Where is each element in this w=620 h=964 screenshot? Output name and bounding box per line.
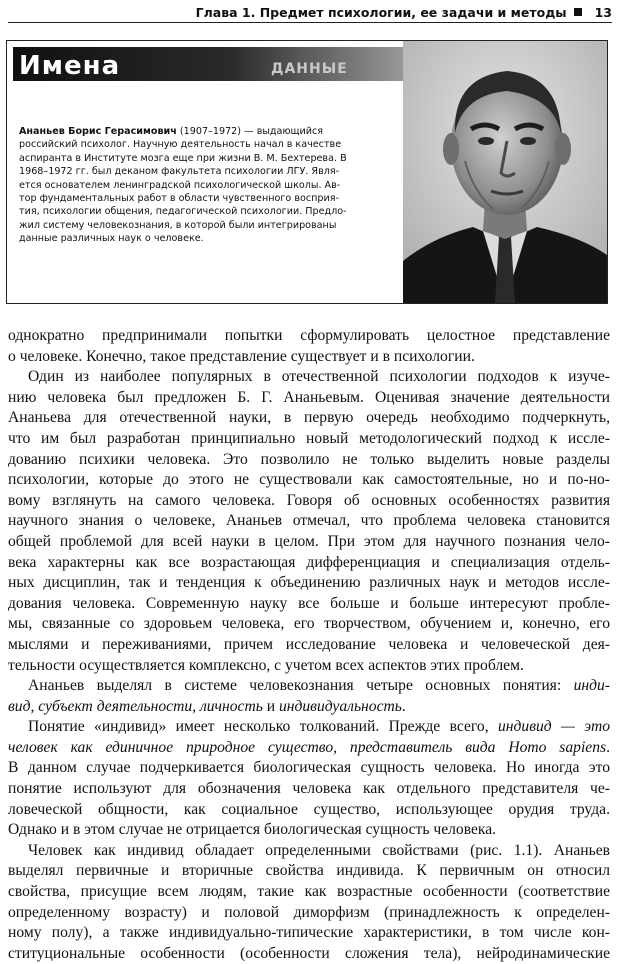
term-italic: инди- bbox=[573, 677, 610, 695]
text-line: вому взглянуть на самого человека. Говоря об основных особенностях развития bbox=[8, 491, 610, 509]
text-line: Однако и в этом случае не отрицается биологическая сущность человека. bbox=[8, 821, 497, 839]
text-line: Понятие «индивид» имеет несколько толкований. Прежде всего, индивид — это bbox=[28, 718, 611, 736]
definition-italic: индивид — это bbox=[497, 718, 611, 736]
text-line: ному полу), а также индивидуально-типические характеристики, в том числе кон- bbox=[8, 924, 610, 942]
bio-line: ется основателем ленинградской психологической школы. Ав- bbox=[19, 179, 341, 191]
term-italic: вид, субъект деятельности, личность bbox=[8, 697, 263, 715]
text-line: научного знания о человеке, Ананьев отмечал, что проблема человека становится bbox=[8, 512, 610, 530]
bio-line: тия, психологии общения, педагогической психологии. Предло- bbox=[19, 206, 347, 218]
text-line: Ананьев выделял в системе человекознания четыре основных понятия: инди- bbox=[28, 677, 610, 695]
chapter-title: Глава 1. Предмет психологии, ее задачи и методы bbox=[195, 4, 567, 20]
names-banner bbox=[13, 47, 407, 81]
banner-watermark: ДАННЫЕ bbox=[271, 61, 348, 77]
main-text bbox=[8, 326, 610, 964]
text-line: нию человека был предложен Б. Г. Ананьевым. Оценивая значение деятельности bbox=[8, 388, 610, 406]
bio-line: российский психолог. Научную деятельность начал в качестве bbox=[19, 139, 342, 151]
page-number: 13 bbox=[594, 4, 612, 20]
text-line: однократно предпринимали попытки сформулировать целостное представление bbox=[8, 327, 610, 344]
bio-line: данные различных наук о человеке. bbox=[19, 233, 204, 245]
names-sidebar-box bbox=[6, 40, 608, 304]
text-line: века характерны как все возрастающая дифференциация и специализация отдель- bbox=[8, 553, 610, 571]
bio-name: Ананьев Борис Герасимович bbox=[19, 126, 177, 137]
text-line: выделял первичные и вторичные свойства индивида. К первичным он относил bbox=[8, 862, 610, 880]
biography-text bbox=[19, 125, 387, 246]
text-line: общей проблемой для всей науки в целом. При этом для научного познания чело- bbox=[8, 532, 610, 550]
text-line: о человеке. Конечно, такое представление существует и в психологии. bbox=[8, 347, 475, 365]
definition-italic: человек как единичное природное существо, представитель вида Homo sapiens bbox=[8, 738, 607, 756]
bio-line: Ананьев Борис Герасимович (1907–1972) — выдающийся bbox=[19, 126, 324, 137]
text-line: ных дисциплин, так и тенденция к объединению различных наук и методов иссле- bbox=[8, 574, 610, 592]
text-line: человек как единичное природное существо, представитель вида Homo sapiens. bbox=[8, 738, 610, 756]
names-title: Имена bbox=[19, 51, 121, 81]
text-line: вид, субъект деятельности, личность и индивидуальность. bbox=[8, 697, 406, 715]
text-line: мы, связанные со здоровьем человека, его творчеством, обучением и, конечно, его bbox=[8, 615, 610, 633]
text-line: тельности осуществляется комплексно, с учетом всех аспектов этих проблем. bbox=[8, 656, 524, 674]
text-line: ловеческой общности, как социальное существо, использующее орудия труда. bbox=[8, 800, 610, 818]
running-header bbox=[8, 2, 612, 23]
text-line: психологии, которые до этого не существовали как самостоятельные, но и по-но- bbox=[8, 471, 610, 489]
bio-line: аспиранта в Институте мозга еще при жизни В. М. Бехтерева. В bbox=[19, 152, 347, 164]
text-line: ституциональные особенности (особенности сложения тела), нейродинамические bbox=[8, 944, 610, 962]
portrait-photo bbox=[403, 41, 607, 303]
text-line: В данном случае подчеркивается биологическая сущность человека. Но иногда это bbox=[8, 759, 610, 777]
term-italic: индивидуальность bbox=[278, 697, 402, 715]
text-line: что им был разработан принципиально новый методологический подход к иссле- bbox=[8, 429, 610, 447]
text-line: свойства, присущие всем людям, такие как возрастные особенности (соответствие bbox=[8, 883, 610, 901]
bio-line: жил систему человекознания, в которой были интегрированы bbox=[19, 219, 337, 231]
text-line: определенному возрасту) и половой диморфизм (принадлежность к определен- bbox=[8, 903, 610, 921]
text-line: дованию психики человека. Это позволило не только выделить новые разделы bbox=[8, 450, 610, 468]
text-line: Человек как индивид обладает определенными свойствами (рис. 1.1). Ананьев bbox=[28, 841, 610, 859]
text-line: дования человека. Современную науку все больше и больше интересуют пробле- bbox=[8, 594, 610, 612]
text-line: понятие используют для обозначения человека как отдельного представителя че- bbox=[8, 780, 610, 798]
text-line: Один из наиболее популярных в отечественной психологии подходов к изуче- bbox=[28, 368, 610, 386]
text-line: Ананьева для отечественной науки, в первую очередь необходимо подчеркнуть, bbox=[8, 409, 610, 427]
square-bullet-icon bbox=[574, 8, 582, 16]
bio-line: 1968–1972 гг. был деканом факультета психологии ЛГУ. Явля- bbox=[19, 166, 340, 178]
bio-line: тор фундаментальных работ в области чувственного восприя- bbox=[19, 193, 339, 205]
text-line: мыслями и переживаниями, причем исследование человека и человеческой дея- bbox=[8, 635, 610, 653]
portrait-image bbox=[403, 41, 607, 303]
